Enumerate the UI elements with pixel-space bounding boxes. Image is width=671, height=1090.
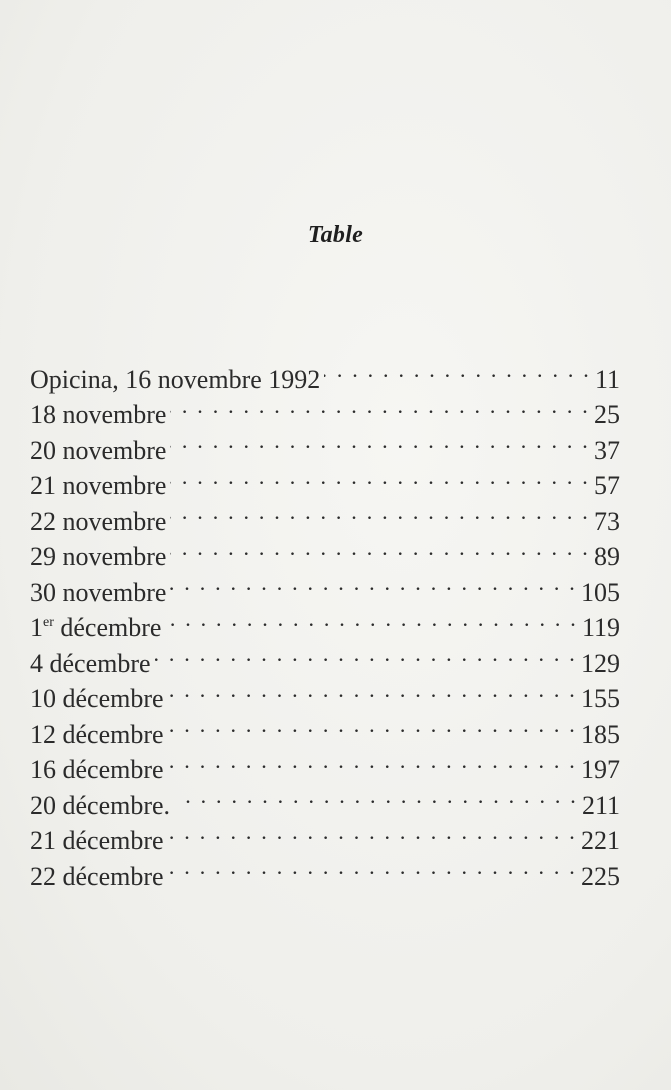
- toc-entry: [30, 352, 620, 394]
- toc-entry-label: 1er décembre: [30, 613, 162, 642]
- toc-entry-label: 20 novembre: [30, 435, 167, 465]
- toc-entry-label: 30 novembre: [30, 577, 167, 607]
- toc-entry-label: 16 décembre: [30, 755, 164, 784]
- toc-entry-page: 119: [581, 613, 620, 642]
- table-of-contents: [30, 352, 620, 891]
- toc-entry-label: 21 novembre: [30, 471, 167, 500]
- leader-dots: [165, 601, 578, 637]
- leader-dots: [168, 814, 577, 850]
- toc-entry-label: 20 décembre.: [30, 790, 171, 820]
- toc-entry-label: Opicina, 16 novembre 1992: [30, 364, 321, 394]
- toc-entry-page: 25: [594, 400, 620, 429]
- toc-entry-page: 89: [594, 542, 620, 571]
- toc-entry-label: 4 décembre: [30, 648, 151, 678]
- toc-entry-page: 57: [594, 471, 620, 500]
- toc-entry-page: 129: [581, 648, 620, 678]
- page-title: Table: [307, 222, 364, 248]
- leader-dots: [174, 778, 578, 814]
- toc-entry-label: 12 décembre: [30, 719, 164, 749]
- leader-dots: [170, 423, 590, 459]
- leader-dots: [168, 707, 577, 743]
- leader-dots: [155, 636, 577, 672]
- leader-dots: [170, 530, 590, 566]
- toc-entry-page: 197: [581, 755, 620, 784]
- toc-entry-page: 73: [594, 506, 620, 536]
- toc-entry-label: 29 novembre: [30, 542, 167, 571]
- leader-dots: [170, 494, 590, 530]
- toc-entry-page: 37: [594, 435, 620, 465]
- toc-entry-page: 221: [581, 826, 620, 855]
- toc-entry-label: 10 décembre: [30, 684, 164, 713]
- toc-entry-label: 21 décembre: [30, 826, 164, 855]
- leader-dots: [168, 849, 577, 885]
- toc-entry-page: 185: [581, 719, 620, 749]
- leader-dots: [170, 565, 577, 601]
- toc-entry-page: 155: [581, 684, 620, 713]
- leader-dots: [168, 672, 577, 708]
- toc-entry-label: 18 novembre: [30, 400, 167, 429]
- leader-dots: [324, 352, 591, 388]
- leader-dots: [170, 388, 590, 424]
- toc-entry-page: 211: [581, 790, 620, 820]
- toc-entry-label: 22 novembre: [30, 506, 167, 536]
- toc-entry-page: 105: [581, 577, 620, 607]
- toc-entry-page: 11: [594, 364, 620, 394]
- leader-dots: [170, 459, 590, 495]
- leader-dots: [168, 743, 577, 779]
- toc-entry-label: 22 décembre: [30, 861, 164, 891]
- toc-entry-page: 225: [581, 861, 620, 891]
